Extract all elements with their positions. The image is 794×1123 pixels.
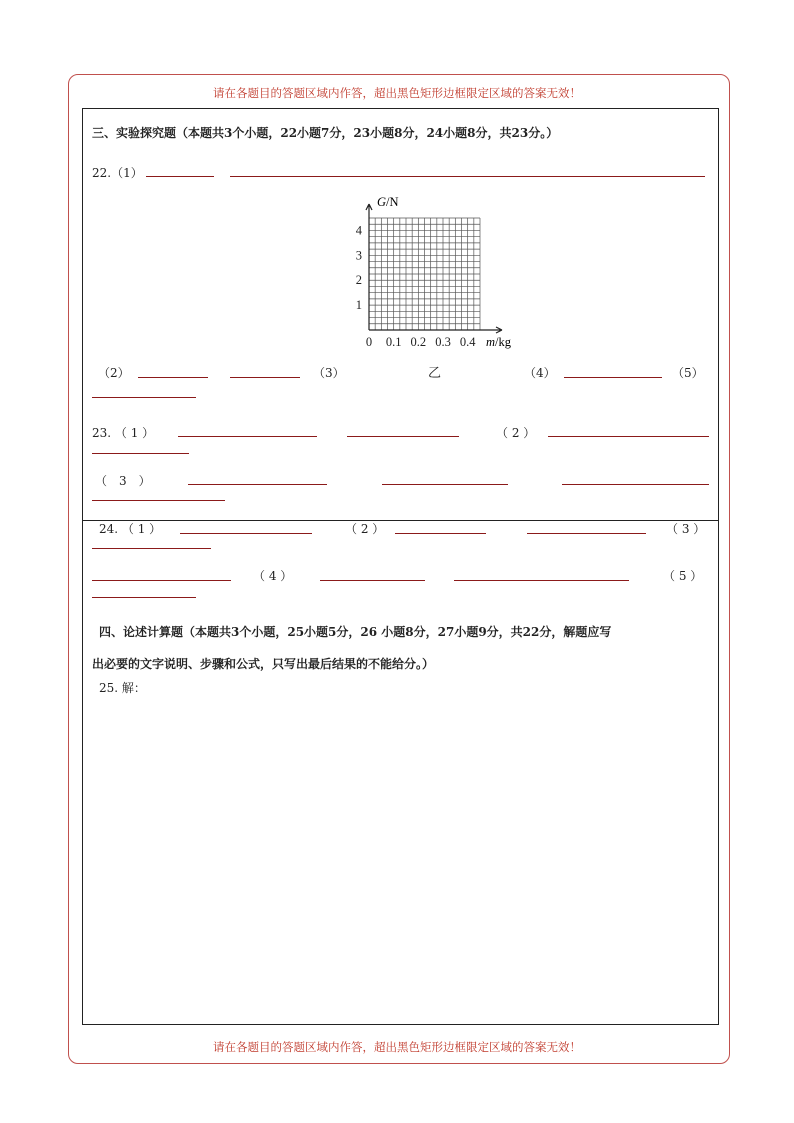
q23-answer-line-1a[interactable] (178, 436, 317, 437)
q23-part2-label: （ 2 ） (496, 426, 536, 440)
q23-answer-line-3c[interactable] (562, 484, 709, 485)
x-tick-label: 0.4 (459, 335, 476, 349)
q24-answer-line-3[interactable] (92, 548, 211, 549)
y-tick-label: 4 (355, 223, 362, 238)
y-tick-label: 1 (355, 298, 362, 313)
q24-part5-label: （ 5 ） (663, 569, 703, 583)
q24-answer-line-2b[interactable] (527, 533, 646, 534)
x-tick-label: 0.3 (435, 335, 451, 349)
q22-answer-line-2a[interactable] (138, 377, 208, 378)
graph-grid (369, 218, 480, 330)
q24-answer-line-5[interactable] (92, 597, 196, 598)
q22-part4-label: （4） (524, 366, 556, 380)
graph-axes (366, 204, 502, 333)
q25-answer-area[interactable] (92, 700, 708, 1015)
x-axis-label: m/kg (486, 335, 512, 349)
q22-answer-line-4[interactable] (564, 377, 662, 378)
q23-answer-line-1b[interactable] (347, 436, 459, 437)
q23-part1-label: 23. （ 1 ） (92, 426, 155, 440)
q24-part1-label: 24. （ 1 ） (99, 522, 162, 536)
q23-answer-line-3a[interactable] (188, 484, 327, 485)
q24-answer-line-4a[interactable] (320, 580, 425, 581)
y-tick-label: 3 (355, 248, 362, 263)
q24-answer-line-1a[interactable] (180, 533, 312, 534)
q22-answer-line-1b[interactable] (230, 176, 705, 177)
q24-answer-line-4b[interactable] (454, 580, 629, 581)
q23-part3-label: （ 3 ） (95, 474, 151, 488)
q24-part2-label: （ 2 ） (345, 522, 385, 536)
q22-answer-line-1a[interactable] (146, 176, 214, 177)
q23-answer-line-3d[interactable] (92, 500, 225, 501)
q24-answer-line-3b[interactable] (92, 580, 231, 581)
q22-answer-line-2b[interactable] (230, 377, 300, 378)
q24-part4-label: （ 4 ） (253, 569, 293, 583)
q22-part3-label: （3） (313, 366, 345, 380)
x-tick-label: 0 (365, 335, 373, 349)
g-m-graph (330, 190, 530, 360)
section-3-heading: 三、实验探究题（本题共3个小题，22小题7分，23小题8分，24小题8分，共23分。） (92, 126, 559, 140)
x-axis (369, 327, 502, 333)
q23-answer-line-3b[interactable] (382, 484, 508, 485)
x-tick-label: 0.1 (385, 335, 402, 349)
notice-bottom: 请在各题目的答题区域内作答，超出黑色矩形边框限定区域的答案无效！ (213, 1040, 581, 1054)
section-4-heading-line1: 四、论述计算题（本题共3个小题，25小题5分，26 小题8分，27小题9分，共22分，解题应写 (99, 625, 612, 639)
q22-answer-line-5[interactable] (92, 397, 196, 398)
q24-part3-label: （ 3 ） (666, 522, 706, 536)
q22-part1-label: 22.（1） (92, 166, 143, 180)
section-4-heading-line2: 出必要的文字说明、步骤和公式，只写出最后结果的不能给分。） (92, 657, 435, 671)
q25-label: 25. 解： (99, 681, 146, 695)
notice-top: 请在各题目的答题区域内作答，超出黑色矩形边框限定区域的答案无效！ (213, 86, 581, 100)
q23-answer-line-2b[interactable] (92, 453, 189, 454)
y-axis-label: G/N (377, 195, 399, 209)
x-tick-label: 0.2 (410, 335, 427, 349)
q22-part5-label: （5） (672, 366, 704, 380)
q23-answer-line-2a[interactable] (548, 436, 709, 437)
q24-answer-line-2a[interactable] (395, 533, 486, 534)
figure-label-yi: 乙 (428, 366, 442, 381)
q22-part2-label: （2） (98, 366, 130, 380)
y-tick-label: 2 (355, 273, 362, 288)
